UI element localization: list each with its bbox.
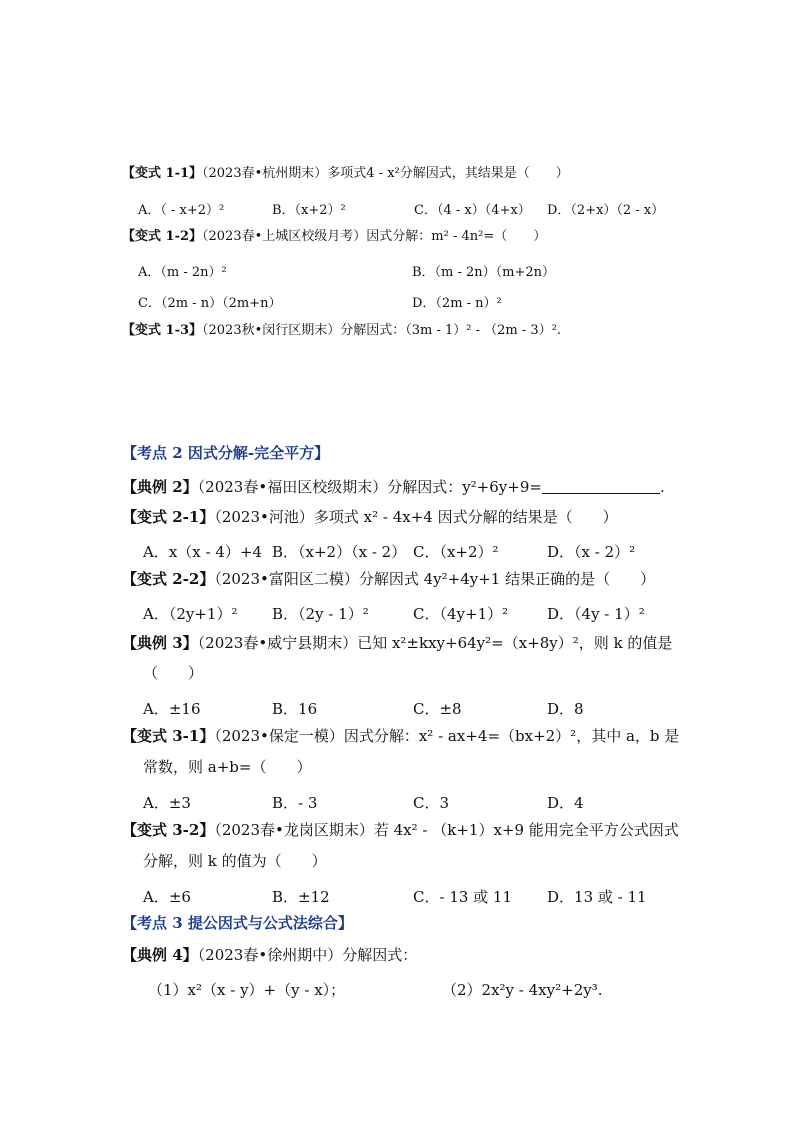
option-d: D．（2+x）（2 - x） <box>547 203 665 218</box>
answer-blank <box>542 479 660 494</box>
section-heading-2: 【考点 2 因式分解-完全平方】 <box>122 444 330 462</box>
variant-label: 【变式 2-1】 <box>122 508 215 526</box>
example-3 <box>122 636 672 651</box>
option-a: A．x（x - 4）+4 <box>143 543 263 561</box>
sub-question-2: （2）2x²y - 4xy²+2y³. <box>442 981 603 999</box>
question-stem: （2023春•徐州期中）分解因式： <box>197 946 418 964</box>
variant-label: 【变式 2-2】 <box>122 570 215 588</box>
question-stem: （2023•河池）多项式 x² - 4x+4 因式分解的结果是（ ） <box>214 508 618 526</box>
example-4 <box>122 948 417 963</box>
variant-1-2 <box>122 230 546 243</box>
variant-3-1 <box>122 729 679 744</box>
option-b: B．- 3 <box>272 794 318 812</box>
stem-end: . <box>659 478 665 496</box>
option-c: C．3 <box>413 794 450 812</box>
variant-label: 【变式 3-2】 <box>122 821 215 839</box>
question-stem: （2023春•福田区校级期末）分解因式：y²+6y+9= <box>197 478 542 496</box>
option-d: D．8 <box>547 700 584 718</box>
example-label: 【典例 4】 <box>122 946 198 964</box>
question-stem: （2023春•威宁县期末）已知 x²±kxy+64y²=（x+8y）²，则 k 的值是 <box>197 634 673 652</box>
option-a: A．（m - 2n）² <box>138 265 227 280</box>
option-b: B．（2y - 1）² <box>272 605 369 623</box>
option-a: A．（ - x+2）² <box>138 203 225 218</box>
option-a: A．±3 <box>143 794 191 812</box>
section-heading-3: 【考点 3 提公因式与公式法综合】 <box>122 914 353 932</box>
question-stem-cont: （ ） <box>143 664 204 682</box>
option-d: D．4 <box>547 794 584 812</box>
option-b: B．16 <box>272 700 318 718</box>
variant-1-3 <box>122 324 561 337</box>
option-d: D．（x - 2）² <box>547 543 636 561</box>
option-d: D．（4y - 1）² <box>547 605 645 623</box>
variant-1-1 <box>122 167 569 180</box>
question-stem: （2023春•龙岗区期末）若 4x² - （k+1）x+9 能用完全平方公式因式 <box>214 821 679 839</box>
question-stem: （2023秋•闵行区期末）分解因式：（3m - 1）² - （2m - 3）². <box>202 323 562 338</box>
option-c: C．±8 <box>413 700 462 718</box>
variant-2-1 <box>122 510 618 525</box>
option-b: B．±12 <box>272 888 330 906</box>
option-a: A．（2y+1）² <box>143 605 238 623</box>
example-label: 【典例 3】 <box>122 634 198 652</box>
question-stem-cont: 常数，则 a+b=（ ） <box>143 758 312 776</box>
variant-label: 【变式 1-1】 <box>122 166 203 181</box>
example-label: 【典例 2】 <box>122 478 198 496</box>
variant-label: 【变式 1-2】 <box>122 229 203 244</box>
variant-2-2 <box>122 572 655 587</box>
question-stem: （2023•保定一模）因式分解：x² - ax+4=（bx+2）²，其中 a，b 是 <box>214 727 680 745</box>
option-c: C．（4y+1）² <box>413 605 509 623</box>
question-stem-cont: 分解，则 k 的值为（ ） <box>143 852 327 870</box>
variant-label: 【变式 1-3】 <box>122 323 203 338</box>
variant-label: 【变式 3-1】 <box>122 727 215 745</box>
example-2 <box>122 479 665 495</box>
question-stem: （2023•富阳区二模）分解因式 4y²+4y+1 结果正确的是（ ） <box>214 570 656 588</box>
option-b: B．（x+2）² <box>272 203 346 218</box>
variant-3-2 <box>122 823 679 838</box>
sub-question-1: （1）x²（x - y）+（y - x）； <box>148 981 346 999</box>
question-stem: （2023春•杭州期末）多项式4 - x²分解因式，其结果是（ ） <box>202 166 569 181</box>
option-c: C．（2m - n）（2m+n） <box>138 296 282 311</box>
question-stem: （2023春•上城区校级月考）因式分解：m² - 4n²=（ ） <box>202 229 547 244</box>
option-a: A．±16 <box>143 700 201 718</box>
option-d: D．（2m - n）² <box>412 296 502 311</box>
option-a: A．±6 <box>143 888 191 906</box>
option-c: C．（x+2）² <box>413 543 499 561</box>
option-c: C．（4 - x）（4+x） <box>414 203 531 218</box>
option-c: C．- 13 或 11 <box>413 888 513 906</box>
option-b: B．（x+2）（x - 2） <box>272 543 407 561</box>
option-d: D．13 或 - 11 <box>547 888 647 906</box>
option-b: B．（m - 2n）（m+2n） <box>412 265 556 280</box>
